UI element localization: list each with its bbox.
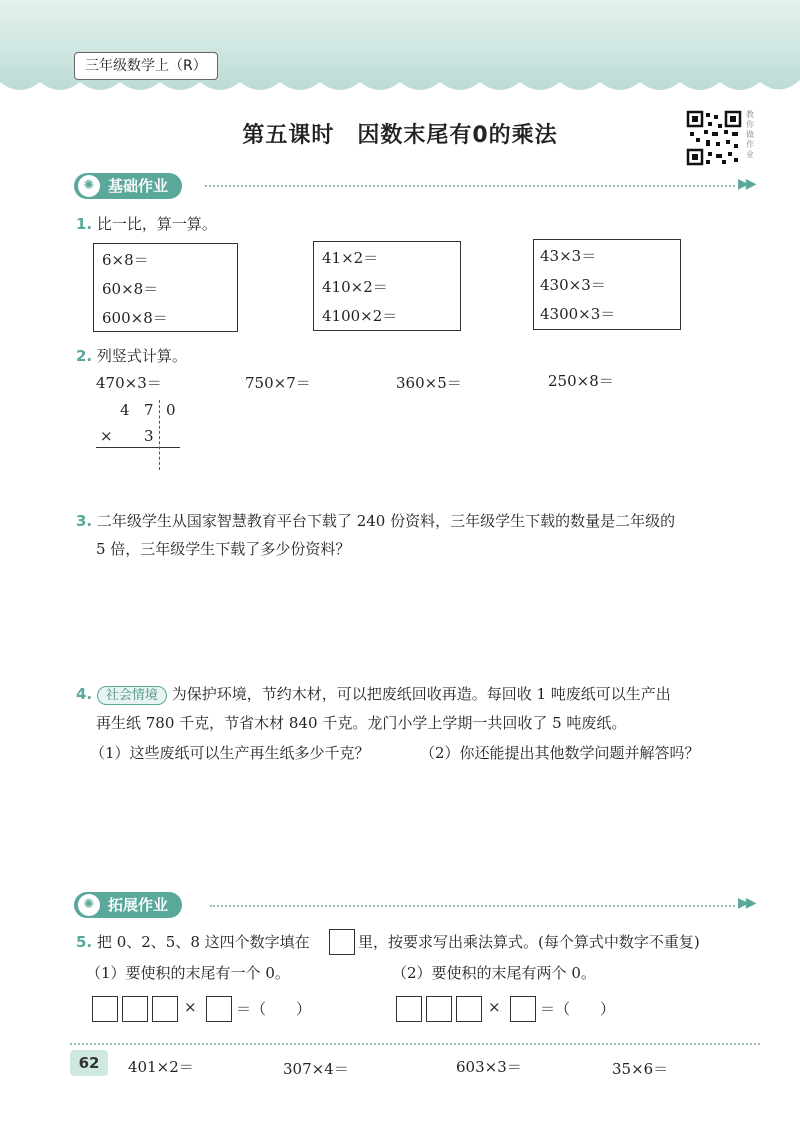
- digit-box[interactable]: [122, 996, 148, 1022]
- question-3: [76, 510, 766, 531]
- question-number: 2.: [76, 347, 93, 365]
- expression: 360×5＝: [396, 374, 462, 392]
- expression: 4100×2＝: [322, 307, 398, 325]
- qr-note: 教你做作业: [746, 110, 754, 159]
- double-arrow-icon: ▶▶: [738, 895, 754, 911]
- question-4: [76, 683, 776, 704]
- answer-blank[interactable]: ＝（ ）: [236, 1000, 312, 1018]
- digit-box[interactable]: [152, 996, 178, 1022]
- question-text: 把 0、2、5、8 这四个数字填在: [96, 933, 310, 951]
- digit-box[interactable]: [456, 996, 482, 1022]
- question-number: 1.: [76, 215, 93, 233]
- section-basic-label: 基础作业: [108, 177, 169, 195]
- question-text-cont: 5 倍，三年级学生下载了多少份资料？: [96, 540, 351, 558]
- digit-box[interactable]: [426, 996, 452, 1022]
- question-number: 4.: [76, 685, 93, 703]
- expression: 4300×3＝: [540, 305, 616, 323]
- expression: 43×3＝: [540, 247, 597, 265]
- expression: 600×8＝: [102, 309, 168, 327]
- lightbulb-icon: ✺: [78, 175, 100, 197]
- context-tag: 社会情境: [97, 686, 167, 705]
- times-sign: ×: [100, 427, 113, 445]
- section-extend-label: 拓展作业: [108, 896, 169, 914]
- grade-label: 三年级数学上（R）: [74, 52, 218, 80]
- digit-box[interactable]: [510, 996, 536, 1022]
- sub-question-1: （1）要使积的末尾有一个 0。: [86, 964, 290, 982]
- question-text: 列竖式计算。: [96, 347, 187, 365]
- question-text: 比一比，算一算。: [96, 215, 217, 233]
- sub-question-2: （2）你还能提出其他数学问题并解答吗？: [420, 744, 700, 762]
- question-text: 为保护环境，节约木材，可以把废纸回收再造。每回收 1 吨废纸可以生产出: [171, 685, 671, 703]
- question-2: [76, 345, 187, 366]
- digit: 4: [120, 401, 130, 419]
- footer-expression: 307×4＝: [283, 1060, 349, 1078]
- header-banner: [0, 0, 800, 100]
- expression: 6×8＝: [102, 251, 149, 269]
- question-5: [76, 931, 310, 952]
- answer-blank[interactable]: ＝（ ）: [540, 1000, 616, 1018]
- question-text-cont: 再生纸 780 千克，节省木材 840 千克。龙门小学上学期一共回收了 5 吨废纸。: [96, 714, 627, 732]
- qr-code-icon[interactable]: [686, 110, 742, 166]
- calc-guide: [159, 400, 160, 470]
- divider: [210, 905, 735, 907]
- times-sign: ×: [488, 998, 501, 1016]
- digit-box[interactable]: [92, 996, 118, 1022]
- digit-box[interactable]: [206, 996, 232, 1022]
- footer-divider: [70, 1043, 760, 1045]
- page-title: 第五课时 因数末尾有0的乘法: [242, 123, 558, 148]
- question-text: 二年级学生从国家智慧教育平台下载了 240 份资料，三年级学生下载的数量是二年级的: [96, 512, 676, 530]
- expression: 250×8＝: [548, 372, 614, 390]
- expression: 430×3＝: [540, 276, 606, 294]
- footer-expression: 603×3＝: [456, 1058, 522, 1076]
- digit: 3: [144, 427, 154, 445]
- page-number: 62: [70, 1050, 108, 1076]
- calc-line: [96, 447, 180, 448]
- expression: 470×3＝: [96, 374, 162, 392]
- expression: 750×7＝: [245, 374, 311, 392]
- divider: [205, 185, 735, 187]
- blank-box-sample: [329, 929, 355, 955]
- expression: 410×2＝: [322, 278, 388, 296]
- digit: 0: [166, 401, 176, 419]
- question-number: 5.: [76, 933, 93, 951]
- expression: 41×2＝: [322, 249, 379, 267]
- expression: 60×8＝: [102, 280, 159, 298]
- footer-expression: 35×6＝: [612, 1060, 669, 1078]
- question-number: 3.: [76, 512, 93, 530]
- digit-box[interactable]: [396, 996, 422, 1022]
- question-text-cont: 里，按要求写出乘法算式。(每个算式中数字不重复): [358, 933, 700, 951]
- sub-question-1: （1）这些废纸可以生产再生纸多少千克？: [90, 744, 370, 762]
- lightbulb-icon: ✺: [78, 894, 100, 916]
- footer-expression: 401×2＝: [128, 1058, 194, 1076]
- sub-question-2: （2）要使积的末尾有两个 0。: [392, 964, 596, 982]
- double-arrow-icon: ▶▶: [738, 176, 754, 192]
- question-1: [76, 213, 217, 234]
- times-sign: ×: [184, 998, 197, 1016]
- digit: 7: [144, 401, 154, 419]
